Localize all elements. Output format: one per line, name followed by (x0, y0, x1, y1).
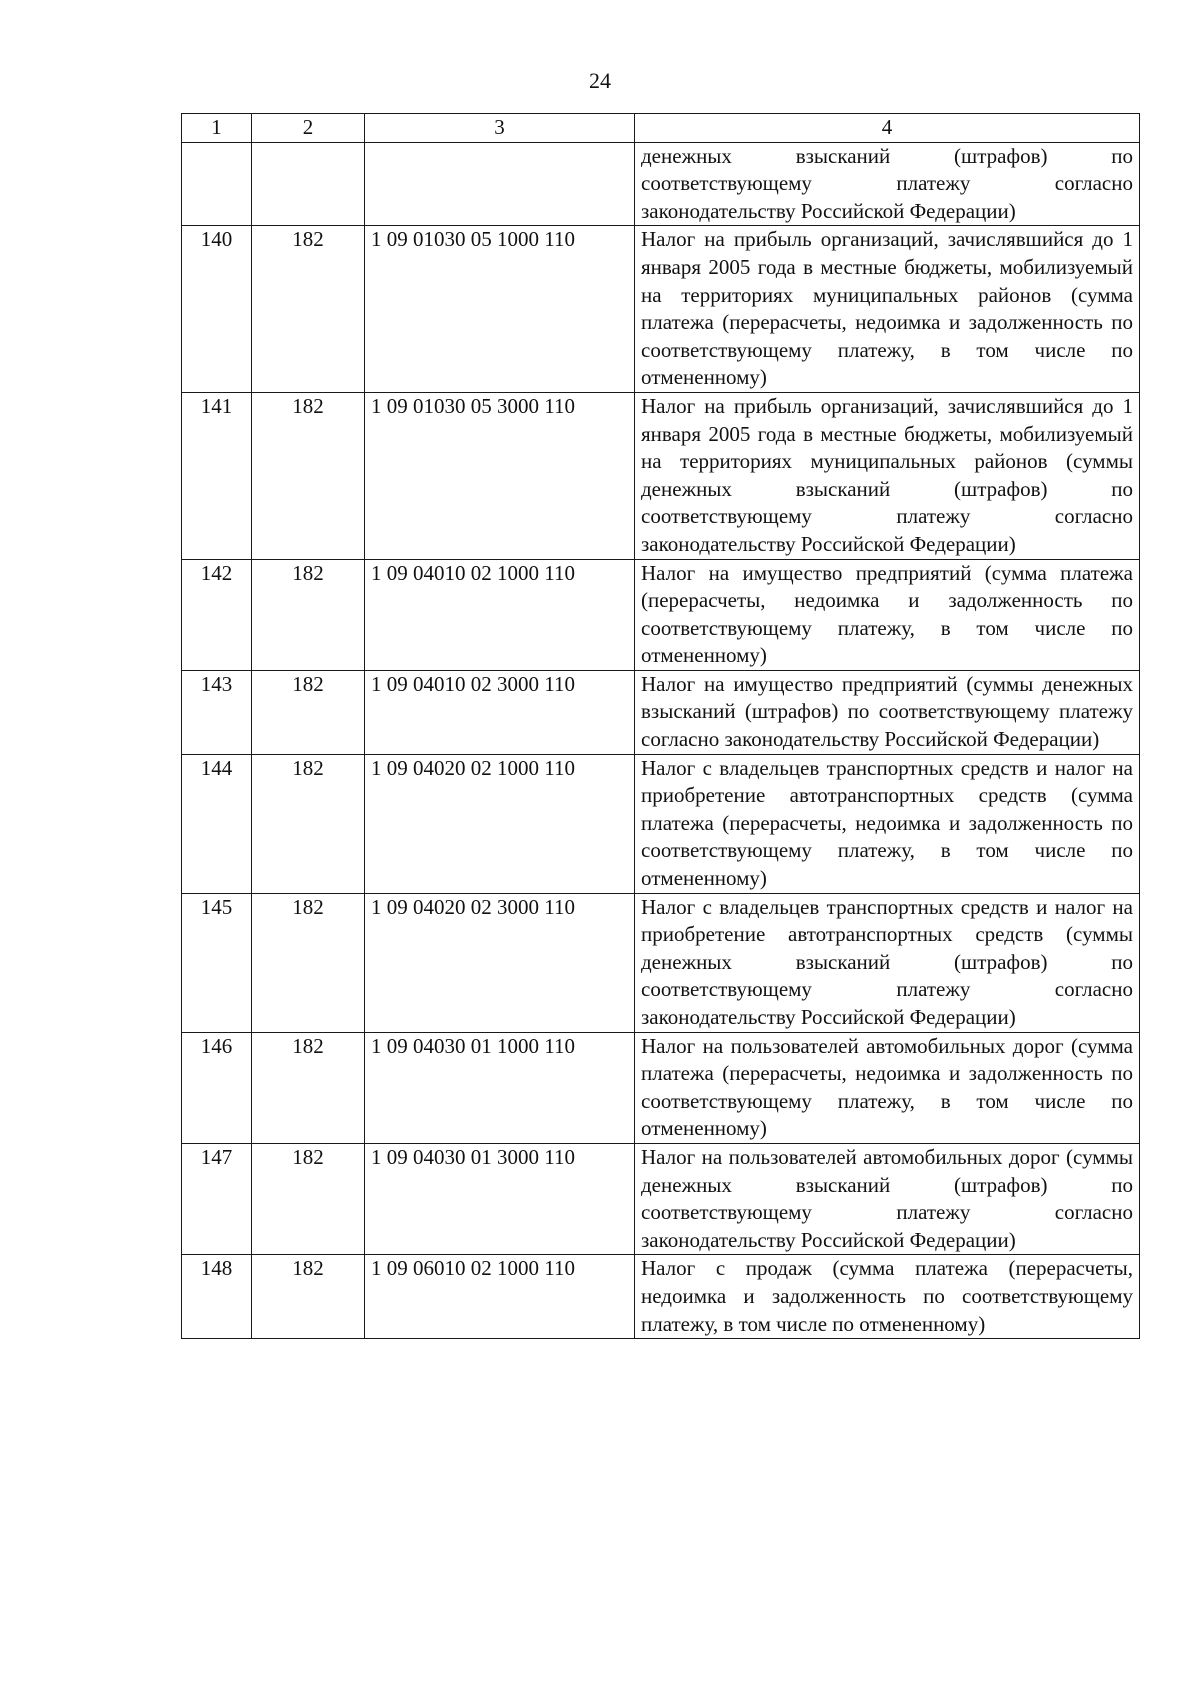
table-header-row (182, 114, 1140, 143)
budget-code-cell: 1 09 06010 02 1000 110 (365, 1255, 635, 1339)
description-cell: Налог на пользователей автомобильных дорог (суммы денежных взысканий (штрафов) по соответствующему платежу согласно законодательству Российской Федерации) (635, 1143, 1140, 1254)
admin-code-cell: 182 (252, 392, 365, 559)
row-number-cell: 147 (182, 1143, 252, 1254)
description-cell: денежных взысканий (штрафов) по соответствующему платежу согласно законодательству Российской Федерации) (635, 142, 1140, 226)
admin-code-cell (252, 142, 365, 226)
description-cell: Налог на прибыль организаций, зачислявшийся до 1 января 2005 года в местные бюджеты, мобилизуемый на территориях муниципальных районов (сумма платежа (перерасчеты, недоимка и задолженность по соответствующему платежу, в том числе по отмененному) (635, 226, 1140, 393)
admin-code-cell: 182 (252, 670, 365, 754)
revenue-codes-table (181, 113, 1140, 1339)
table-row (182, 559, 1140, 670)
admin-code-cell: 182 (252, 754, 365, 893)
table-row (182, 226, 1140, 393)
row-number-cell: 148 (182, 1255, 252, 1339)
row-number-cell: 141 (182, 392, 252, 559)
row-number-cell: 146 (182, 1032, 252, 1143)
admin-code-cell: 182 (252, 226, 365, 393)
table-row (182, 670, 1140, 754)
table-row (182, 142, 1140, 226)
row-number-cell: 144 (182, 754, 252, 893)
row-number-cell (182, 142, 252, 226)
admin-code-cell: 182 (252, 893, 365, 1032)
admin-code-cell: 182 (252, 1255, 365, 1339)
description-cell: Налог на имущество предприятий (суммы денежных взысканий (штрафов) по соответствующему платежу согласно законодательству Российской Федерации) (635, 670, 1140, 754)
header-col-3: 3 (365, 114, 635, 143)
row-number-cell: 142 (182, 559, 252, 670)
budget-code-cell: 1 09 04030 01 1000 110 (365, 1032, 635, 1143)
budget-code-cell: 1 09 04010 02 1000 110 (365, 559, 635, 670)
budget-code-cell: 1 09 01030 05 3000 110 (365, 392, 635, 559)
budget-code-cell: 1 09 04020 02 3000 110 (365, 893, 635, 1032)
table-row (182, 754, 1140, 893)
budget-code-cell (365, 142, 635, 226)
row-number-cell: 143 (182, 670, 252, 754)
table-row (182, 1143, 1140, 1254)
table-row (182, 392, 1140, 559)
description-cell: Налог на прибыль организаций, зачислявшийся до 1 января 2005 года в местные бюджеты, мобилизуемый на территориях муниципальных районов (суммы денежных взысканий (штрафов) по соответствующему платежу согласно законодательству Российской Федерации) (635, 392, 1140, 559)
admin-code-cell: 182 (252, 1032, 365, 1143)
description-cell: Налог с продаж (сумма платежа (перерасчеты, недоимка и задолженность по соответствующему платежу, в том числе по отмененному) (635, 1255, 1140, 1339)
budget-code-cell: 1 09 04030 01 3000 110 (365, 1143, 635, 1254)
header-col-2: 2 (252, 114, 365, 143)
description-cell: Налог с владельцев транспортных средств и налог на приобретение автотранспортных средств (сумма платежа (перерасчеты, недоимка и задолженность по соответствующему платежу, в том числе по отмененному) (635, 754, 1140, 893)
budget-code-cell: 1 09 04010 02 3000 110 (365, 670, 635, 754)
description-cell: Налог на пользователей автомобильных дорог (сумма платежа (перерасчеты, недоимка и задолженность по соответствующему платежу, в том числе по отмененному) (635, 1032, 1140, 1143)
description-cell: Налог на имущество предприятий (сумма платежа (перерасчеты, недоимка и задолженность по соответствующему платежу, в том числе по отмененному) (635, 559, 1140, 670)
row-number-cell: 145 (182, 893, 252, 1032)
table-row (182, 893, 1140, 1032)
table-row (182, 1255, 1140, 1339)
page-number: 24 (589, 68, 611, 93)
admin-code-cell: 182 (252, 1143, 365, 1254)
description-cell: Налог с владельцев транспортных средств и налог на приобретение автотранспортных средств (суммы денежных взысканий (штрафов) по соответствующему платежу согласно законодательству Российской Федерации) (635, 893, 1140, 1032)
budget-code-cell: 1 09 04020 02 1000 110 (365, 754, 635, 893)
header-col-1: 1 (182, 114, 252, 143)
table-row (182, 1032, 1140, 1143)
header-col-4: 4 (635, 114, 1140, 143)
row-number-cell: 140 (182, 226, 252, 393)
budget-code-cell: 1 09 01030 05 1000 110 (365, 226, 635, 393)
admin-code-cell: 182 (252, 559, 365, 670)
